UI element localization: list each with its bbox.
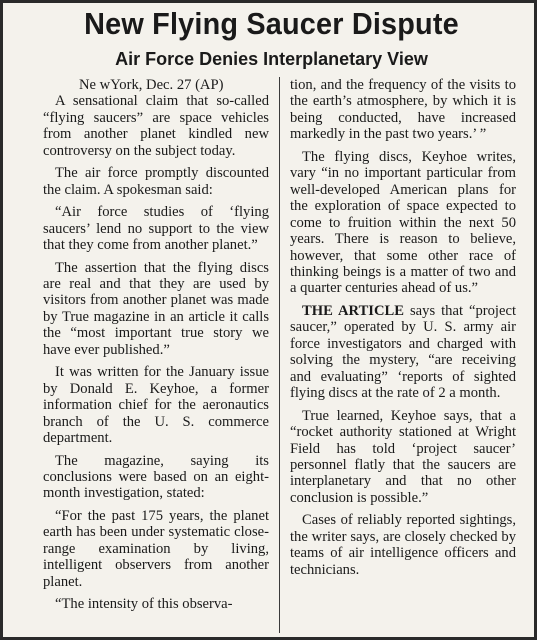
lead-text: says that “project saucer,” operated by U. S. army air force investigators and charged with solving the mystery, “are receiving and evaluating” ‘reports of sighted flying discs at the rate of 2 a month. (290, 302, 516, 402)
right-column (290, 77, 516, 584)
column-divider (279, 77, 280, 633)
paragraph: The assertion that the flying discs are real and that they are used by visitors from another planet was made by True magazine in an article it calls the “most important true story we have ever published.” (43, 259, 269, 358)
dateline: Ne wYork, Dec. 27 (AP) (79, 77, 224, 93)
paragraph: “The intensity of this observa- (55, 596, 233, 613)
paragraph: It was written for the January issue by Donald E. Keyhoe, a former information chief for the aeronautics branch of the U. S. commerce department. (43, 364, 269, 447)
headline: New Flying Saucer Dispute (84, 6, 459, 41)
paragraph: Cases of reliably reported sightings, the writer says, are closely checked by teams of air intelligence officers and technicians. (290, 512, 516, 578)
paragraph-lead (290, 303, 516, 402)
paragraph: The magazine, saying its conclusions were based on an eight-month investigation, stated: (43, 452, 269, 502)
paragraph: “Air force studies of ‘flying saucers’ lend no support to the view that they come from another planet.” (43, 204, 269, 254)
lead-in: THE ARTICLE (302, 302, 404, 319)
paragraph: A sensational claim that so-called “flying saucers” are space vehicles from another planet kindled new controversy on the subject today. (43, 93, 269, 159)
paragraph: tion, and the frequency of the visits to the earth’s atmosphere, by which it is being conducted, have increased markedly in the past two years.’ ” (290, 77, 516, 143)
subheadline: Air Force Denies Interplanetary View (115, 49, 428, 69)
paragraph: “For the past 175 years, the planet earth has been under systematic close-range examination by living, intelligent observers from another planet. (43, 507, 269, 590)
paragraph: True learned, Keyhoe says, that a “rocket authority stationed at Wright Field has told ‘project saucer’ personnel flatly that the saucers are interplanetary and that no other conclusion is possible.” (290, 407, 516, 506)
paragraph: The flying discs, Keyhoe writes, vary “in no important particular from well-developed American plans for the exploration of space expected to come to fruition within the next 50 years. There is reason to believe, however, that some other race of thinking beings is a matter of two and a quarter centuries ahead of us.” (290, 148, 516, 297)
paragraph: The air force promptly discounted the claim. A spokesman said: (43, 165, 269, 198)
left-column (43, 77, 269, 619)
